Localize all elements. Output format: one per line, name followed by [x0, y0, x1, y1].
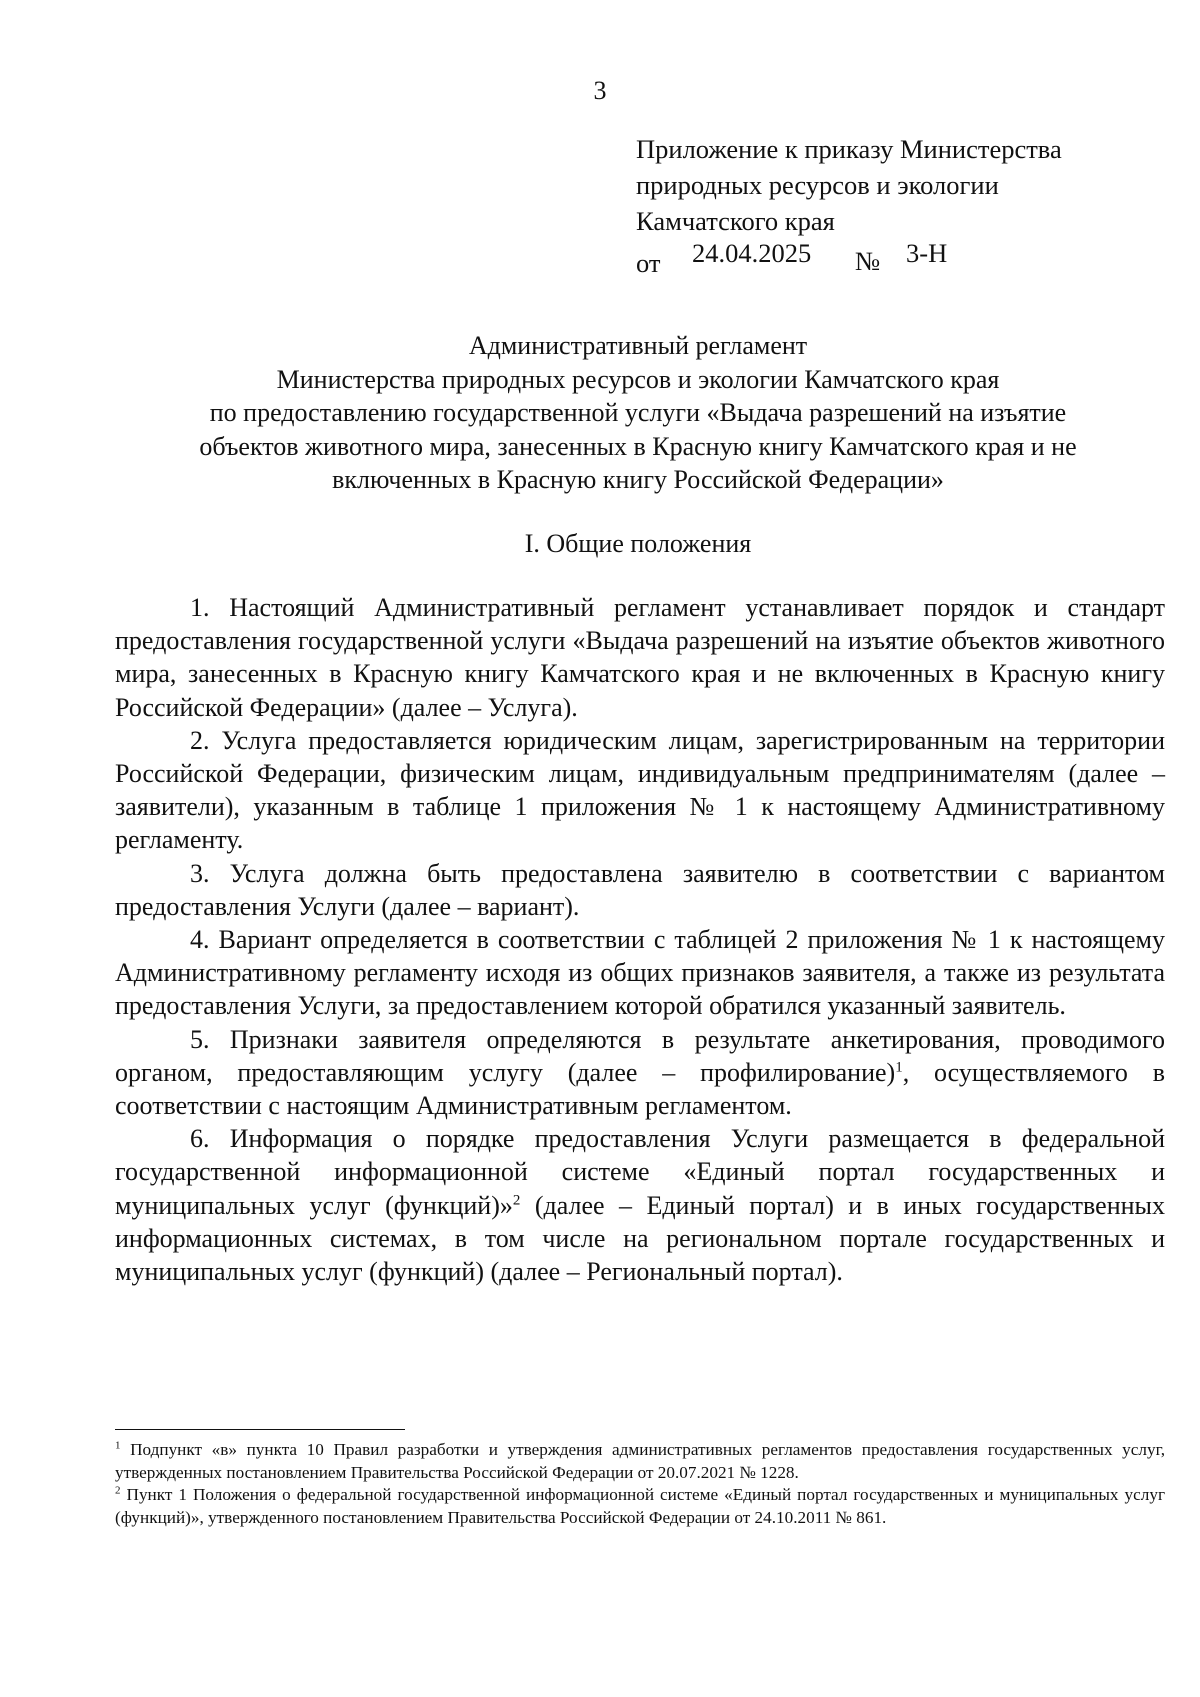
approval-stamp-block: [636, 131, 1062, 278]
footnote-ref-2: 2: [512, 1192, 521, 1208]
footnote-2-mark: 2: [115, 1484, 121, 1497]
title-line-1: Административный регламент: [468, 331, 808, 360]
paragraph-2: 2. Услуга предоставляется юридическим лицам, зарегистрированным на территории Российской Федерации, физическим лицам, индивидуальным предпринимателям (далее – заявители), указанным в таблице 1 приложения № 1 к настоящему Административному регламенту.: [115, 725, 1165, 855]
approval-line-2: природных ресурсов и экологии: [636, 170, 999, 200]
title-line-5: включенных в Красную книгу Российской Федерации»: [332, 465, 944, 494]
paragraph-3: 3. Услуга должна быть предоставлена заявителю в соответствии с вариантом предоставления Услуги (далее – вариант).: [115, 858, 1165, 921]
paragraph-6-text-b: (далее – Единый портал) и в иных государственных информационных системах, в том числе на региональном портале государственных и муниципальных услуг (функций) (далее – Региональный портал).: [115, 1190, 1165, 1287]
document-title: [110, 329, 1166, 497]
title-line-4: объектов животного мира, занесенных в Красную книгу Камчатского края и не: [199, 431, 1077, 461]
section-heading: I. Общие положения: [524, 529, 752, 558]
paragraph-6-text-a: 6. Информация о порядке предоставления Услуги размещается в федеральной государственной информационной системе «Единый портал государственных и муниципальных услуг (функций)»: [115, 1124, 1165, 1220]
body-text: [115, 591, 1165, 1288]
paragraph-5-text-a: 5. Признаки заявителя определяются в результате анкетирования, проводимого органом, предоставляющим услугу (далее – профилирование): [115, 1024, 1165, 1087]
paragraph-5: [115, 1023, 1165, 1123]
approval-number: 3-Н: [906, 238, 948, 268]
paragraph-1: 1. Настоящий Административный регламент устанавливает порядок и стандарт предоставления государственной услуги «Выдача разрешений на изъятие объектов животного мира, занесенных в Красную книгу Камчатского края и не включенных в Красную книгу Российской Федерации» (далее – Услуга).: [115, 593, 1165, 722]
paragraph-4: 4. Вариант определяется в соответствии с таблицей 2 приложения № 1 к настоящему Административному регламенту исходя из общих признаков заявителя, а также из результата предоставления Услуги, за предоставлением которой обратился указанный заявитель.: [115, 925, 1165, 1021]
footnote-ref-1: 1: [895, 1059, 903, 1076]
footnote-2: [115, 1484, 1165, 1529]
paragraph-5-text-b: , осуществляемого в соответствии с настоящим Административным регламентом.: [115, 1057, 1165, 1121]
footnote-divider: [115, 1429, 405, 1430]
approval-number-label: №: [855, 246, 881, 276]
paragraph-6: [115, 1122, 1165, 1288]
footnote-1-text: Подпункт «в» пункта 10 Правил разработки и утверждения административных регламентов предоставления государственных услуг, утвержденных постановлением Правительства Российской Федерации от 20.07.2021 № 1228.: [115, 1440, 1165, 1482]
footnote-2-text: Пункт 1 Положения о федеральной государственной информационной системе «Единый портал государственных и муниципальных услуг (функций)», утвержденного постановлением Правительства Российской Федерации от 24.10.2011 № 861.: [115, 1485, 1165, 1527]
approval-date: 24.04.2025: [692, 238, 812, 268]
approval-from-label: от: [636, 248, 661, 278]
title-line-2: Министерства природных ресурсов и экологии Камчатского края: [276, 364, 1000, 394]
footnote-1-mark: 1: [115, 1439, 121, 1452]
footnote-1: [115, 1439, 1165, 1484]
approval-line-1: Приложение к приказу Министерства: [636, 134, 1062, 164]
page-number: 3: [593, 76, 607, 105]
title-line-3: по предоставлению государственной услуги «Выдача разрешений на изъятие: [209, 398, 1067, 427]
approval-date-number-row: [636, 238, 1062, 278]
footnotes: [115, 1439, 1165, 1529]
approval-line-3: Камчатского края: [636, 206, 835, 236]
